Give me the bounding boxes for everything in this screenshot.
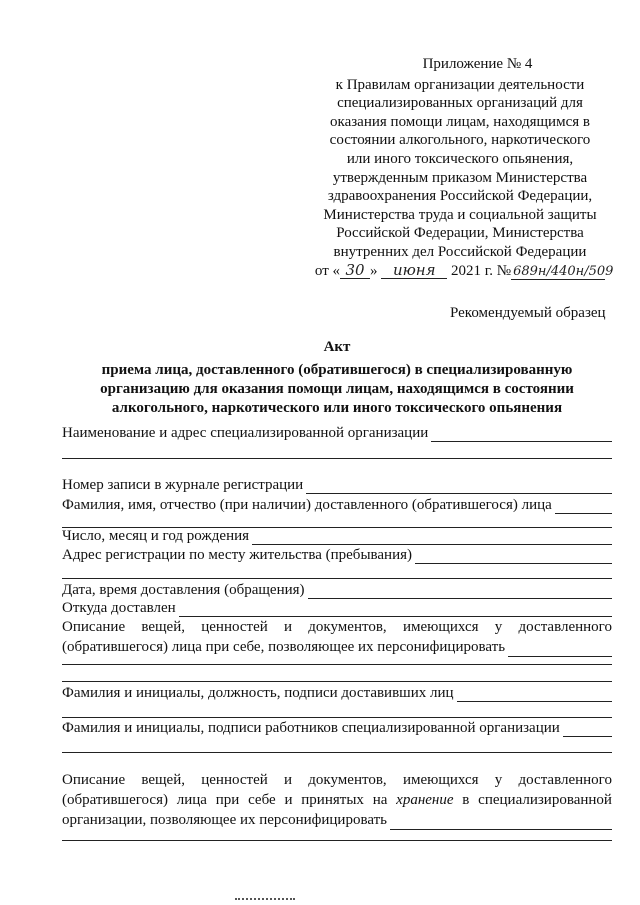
storage-line-3-text: организации, позволяющее их персонифицировать — [62, 812, 387, 828]
word: имеющихся — [402, 619, 479, 635]
appendix-header — [300, 55, 620, 280]
word: ценностей — [201, 619, 268, 635]
delivery-datetime-field[interactable] — [62, 582, 612, 599]
registration-address-field[interactable] — [62, 547, 612, 564]
act-title-line: приема лица, доставленного (обратившегося) в специализированную — [101, 362, 573, 378]
delivered-from-blank[interactable] — [179, 602, 612, 617]
delivered-by-field[interactable] — [62, 685, 612, 702]
page-corner-mark — [235, 898, 295, 904]
storage-line-2 — [62, 790, 612, 810]
word-italic-storage: хранение — [396, 792, 454, 808]
belongings-line-2[interactable] — [62, 637, 612, 657]
word: специализированной — [478, 792, 612, 808]
belongings-extra-line[interactable] — [62, 664, 612, 665]
act-title-line: организацию для оказания помощи лицам, находящимся в состоянии — [100, 381, 574, 397]
registration-address-label: Адрес регистрации по месту жительства (пребывания) — [62, 547, 413, 563]
workers-label: Фамилия и инициалы, подписи работников специализированной организации — [62, 720, 560, 736]
birth-date-label: Число, месяц и год рождения — [62, 528, 250, 544]
word: вещей, — [141, 772, 185, 788]
word: документов, — [308, 619, 387, 635]
appendix-title: Приложение № 4 — [422, 56, 533, 72]
appendix-line: или иного токсического опьянения, — [346, 150, 574, 167]
storage-line-1 — [62, 770, 612, 790]
delivered-from-field[interactable] — [62, 600, 612, 617]
journal-number-blank[interactable] — [306, 479, 612, 494]
delivered-from-label: Откуда доставлен — [62, 600, 176, 616]
storage-line-3[interactable] — [62, 810, 612, 830]
delivered-by-label: Фамилия и инициалы, должность, подписи доставивших лиц — [62, 685, 454, 701]
belongings-line-2-text: (обратившегося) лица при себе, позволяющее их персонифицировать — [62, 639, 506, 655]
org-name-label: Наименование и адрес специализированной организации — [62, 425, 429, 441]
word: принятых — [301, 792, 364, 808]
word: Описание — [62, 772, 126, 788]
word: и — [284, 772, 293, 788]
word: документов, — [308, 772, 387, 788]
date-quote-close: » — [370, 262, 378, 279]
date-prefix: от « — [314, 262, 341, 279]
belongings-blank[interactable] — [508, 642, 612, 657]
registration-extra-line[interactable] — [62, 578, 612, 579]
registration-address-blank[interactable] — [415, 549, 612, 564]
handwritten-day: 30 — [340, 263, 370, 279]
sample-label: Рекомендуемый образец — [450, 305, 606, 321]
appendix-line: здравоохранения Российской Федерации, — [327, 188, 593, 205]
appendix-line: к Правилам организации деятельности — [335, 76, 585, 93]
word: на — [372, 792, 388, 808]
appendix-line: Российской Федерации, Министерства — [336, 225, 584, 242]
word: лица — [176, 792, 207, 808]
journal-number-label: Номер записи в журнале регистрации — [62, 477, 304, 493]
word: ценностей — [201, 772, 268, 788]
word: у — [494, 772, 503, 788]
word: себе — [248, 792, 276, 808]
belongings-paragraph — [62, 617, 612, 657]
delivery-datetime-label: Дата, время доставления (обращения) — [62, 582, 305, 598]
appendix-line: внутренних дел Российской Федерации — [333, 243, 587, 260]
delivery-datetime-blank[interactable] — [308, 584, 612, 599]
storage-blank[interactable] — [390, 815, 612, 830]
act-title-line: алкогольного, наркотического или иного токсического опьянения — [111, 400, 563, 416]
delivered-by-blank[interactable] — [457, 687, 612, 702]
workers-extra-line[interactable] — [62, 752, 612, 753]
workers-field[interactable] — [62, 720, 612, 737]
birth-date-blank[interactable] — [252, 530, 612, 545]
word: Описание — [62, 619, 126, 635]
appendix-line: специализированных организаций для — [337, 95, 583, 112]
word: и — [284, 792, 293, 808]
appendix-line: состоянии алкогольного, наркотического — [329, 132, 591, 149]
full-name-field[interactable] — [62, 497, 612, 514]
word: вещей, — [141, 619, 185, 635]
workers-blank[interactable] — [563, 722, 612, 737]
handwritten-order-number: 689н/440н/509 — [513, 263, 614, 279]
handwritten-month: июня — [381, 263, 447, 279]
appendix-line: оказания помощи лицам, находящимся в — [330, 113, 590, 130]
word: и — [284, 619, 293, 635]
word: (обратившегося) — [62, 792, 168, 808]
word: имеющихся — [402, 772, 479, 788]
full-name-blank[interactable] — [555, 499, 612, 514]
word: доставленного — [518, 772, 612, 788]
org-name-blank[interactable] — [431, 427, 612, 442]
belongings-extra-line[interactable] — [62, 681, 612, 682]
order-date-line — [300, 262, 620, 281]
storage-paragraph — [62, 770, 612, 830]
word: у — [494, 619, 503, 635]
delivered-by-extra-line[interactable] — [62, 717, 612, 718]
date-year: 2021 г. № — [451, 262, 512, 279]
word: при — [215, 792, 240, 808]
appendix-line: утвержденным приказом Министерства — [332, 169, 588, 186]
storage-extra-line[interactable] — [62, 840, 612, 841]
act-title-word: Акт — [323, 339, 351, 355]
journal-number-field[interactable] — [62, 477, 612, 494]
birth-date-field[interactable] — [62, 528, 612, 545]
appendix-line: Министерства труда и социальной защиты — [323, 206, 597, 223]
org-name-field[interactable] — [62, 425, 612, 442]
act-title — [62, 338, 612, 418]
full-name-label: Фамилия, имя, отчество (при наличии) доставленного (обратившегося) лица — [62, 497, 552, 513]
belongings-line-1 — [62, 617, 612, 637]
word: в — [462, 792, 470, 808]
word: доставленного — [518, 619, 612, 635]
org-name-extra-line[interactable] — [62, 458, 612, 459]
